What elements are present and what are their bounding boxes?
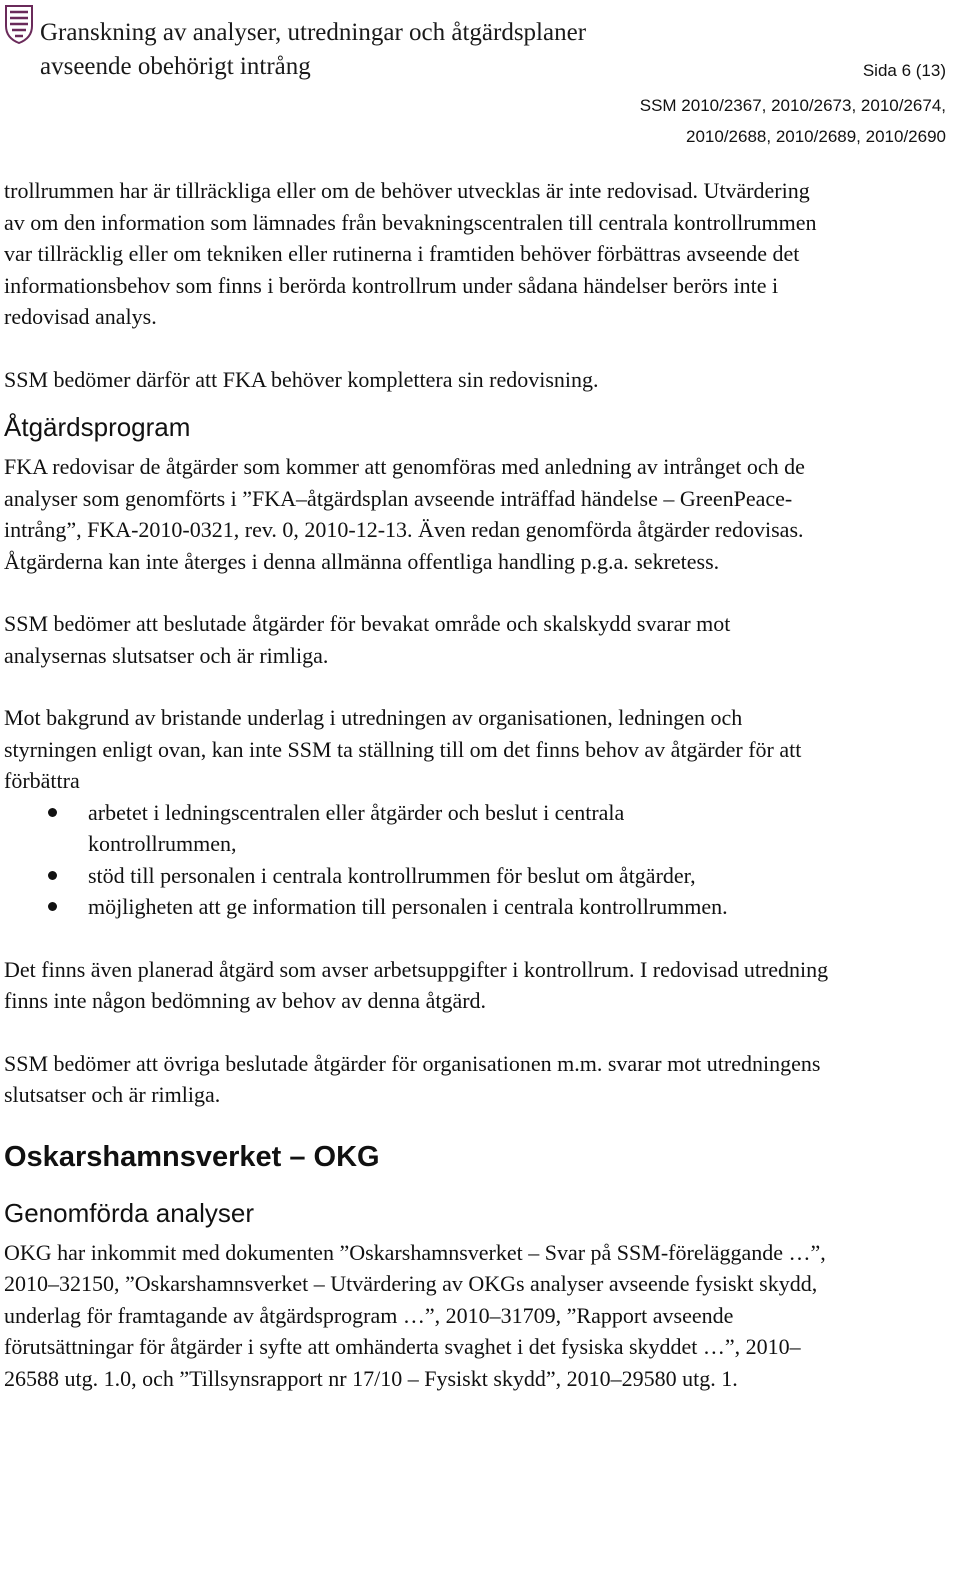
paragraph-4: SSM bedömer att beslutade åtgärder för bevakat område och skalskydd svarar mot analysernas slutsatser och är rimliga. <box>4 611 731 668</box>
bullet-icon <box>48 808 57 817</box>
paragraph-6: Det finns även planerad åtgärd som avser arbetsuppgifter i kontrollrum. I redovisad utredning finns inte någon bedömning av behov av denna åtgärd. <box>4 956 829 1013</box>
paragraph-5: Mot bakgrund av bristande underlag i utredningen av organisationen, ledningen och styrningen enligt ovan, kan inte SSM ta ställning till om det finns behov av åtgärder för att förbättra <box>4 705 802 793</box>
paragraph-1: trollrummen har är tillräckliga eller om de behöver utvecklas är inte redovisad. Utvärdering av om den information som lämnades från bevakningscentralen till centrala kontrollrummen var tillräcklig eller om tekniken eller rutinerna i framtiden behöver förbättras avseende det informationsbehov som finns i berörda kontrollrum under sådana händelser berörs inte i redovisad analys. <box>4 178 817 329</box>
bullet-icon <box>48 871 57 880</box>
section-title: Oskarshamnsverket – OKG <box>4 1140 380 1173</box>
document-body <box>4 175 834 1394</box>
paragraph-3: FKA redovisar de åtgärder som kommer att genomföras med anledning av intrånget och de analyser som genomförts i ”FKA–åtgärdsplan avseende inträffad händelse – GreenPeace-intrång”, FKA-2010-0321, rev. 0, 2010-12-13. Även redan genomförda åtgärder redovisas. Åtgärderna kan inte återges i denna allmänna offentliga handling p.g.a. sekretess. <box>4 454 805 574</box>
page-number: Sida 6 (13) <box>862 61 946 80</box>
reference-line-1: SSM 2010/2367, 2010/2673, 2010/2674, <box>639 96 946 115</box>
paragraph-2: SSM bedömer därför att FKA behöver komplettera sin redovisning. <box>4 366 599 392</box>
reference-numbers <box>640 90 946 152</box>
shield-logo-icon <box>4 4 34 44</box>
heading-genomforda-analyser: Genomförda analyser <box>4 1197 255 1228</box>
reference-line-2: 2010/2688, 2010/2689, 2010/2690 <box>686 127 946 146</box>
paragraph-8: OKG har inkommit med dokumenten ”Oskarshamnsverket – Svar på SSM-föreläggande …”, 2010–32150, ”Oskarshamnsverket – Utvärdering av OKGs analyser avseende fysiskt skydd, underlag för framtagande av åtgärdsprogram …”, 2010–31709, ”Rapport avseende förutsättningar för åtgärder i syfte att omhänderta svaghet i det fysiska skyddet …”, 2010–26588 utg. 1.0, och ”Tillsynsrapport nr 17/10 – Fysiskt skydd”, 2010–29580 utg. 1. <box>4 1239 826 1391</box>
list-item: arbetet i ledningscentralen eller åtgärder och beslut i centrala kontrollrummen, <box>4 797 778 860</box>
document-title: Granskning av analyser, utredningar och åtgärdsplaner avseende obehörigt intrång <box>40 19 587 80</box>
bullet-icon <box>48 902 57 911</box>
list-item: möjligheten att ge information till personalen i centrala kontrollrummen. <box>4 891 778 923</box>
paragraph-7: SSM bedömer att övriga beslutade åtgärder för organisationen m.m. svarar mot utredningens slutsatser och är rimliga. <box>4 1050 821 1107</box>
list-item: stöd till personalen i centrala kontrollrummen för beslut om åtgärder, <box>4 860 778 892</box>
heading-atgardsprogram: Åtgärdsprogram <box>4 412 191 442</box>
bullet-list <box>4 797 834 923</box>
